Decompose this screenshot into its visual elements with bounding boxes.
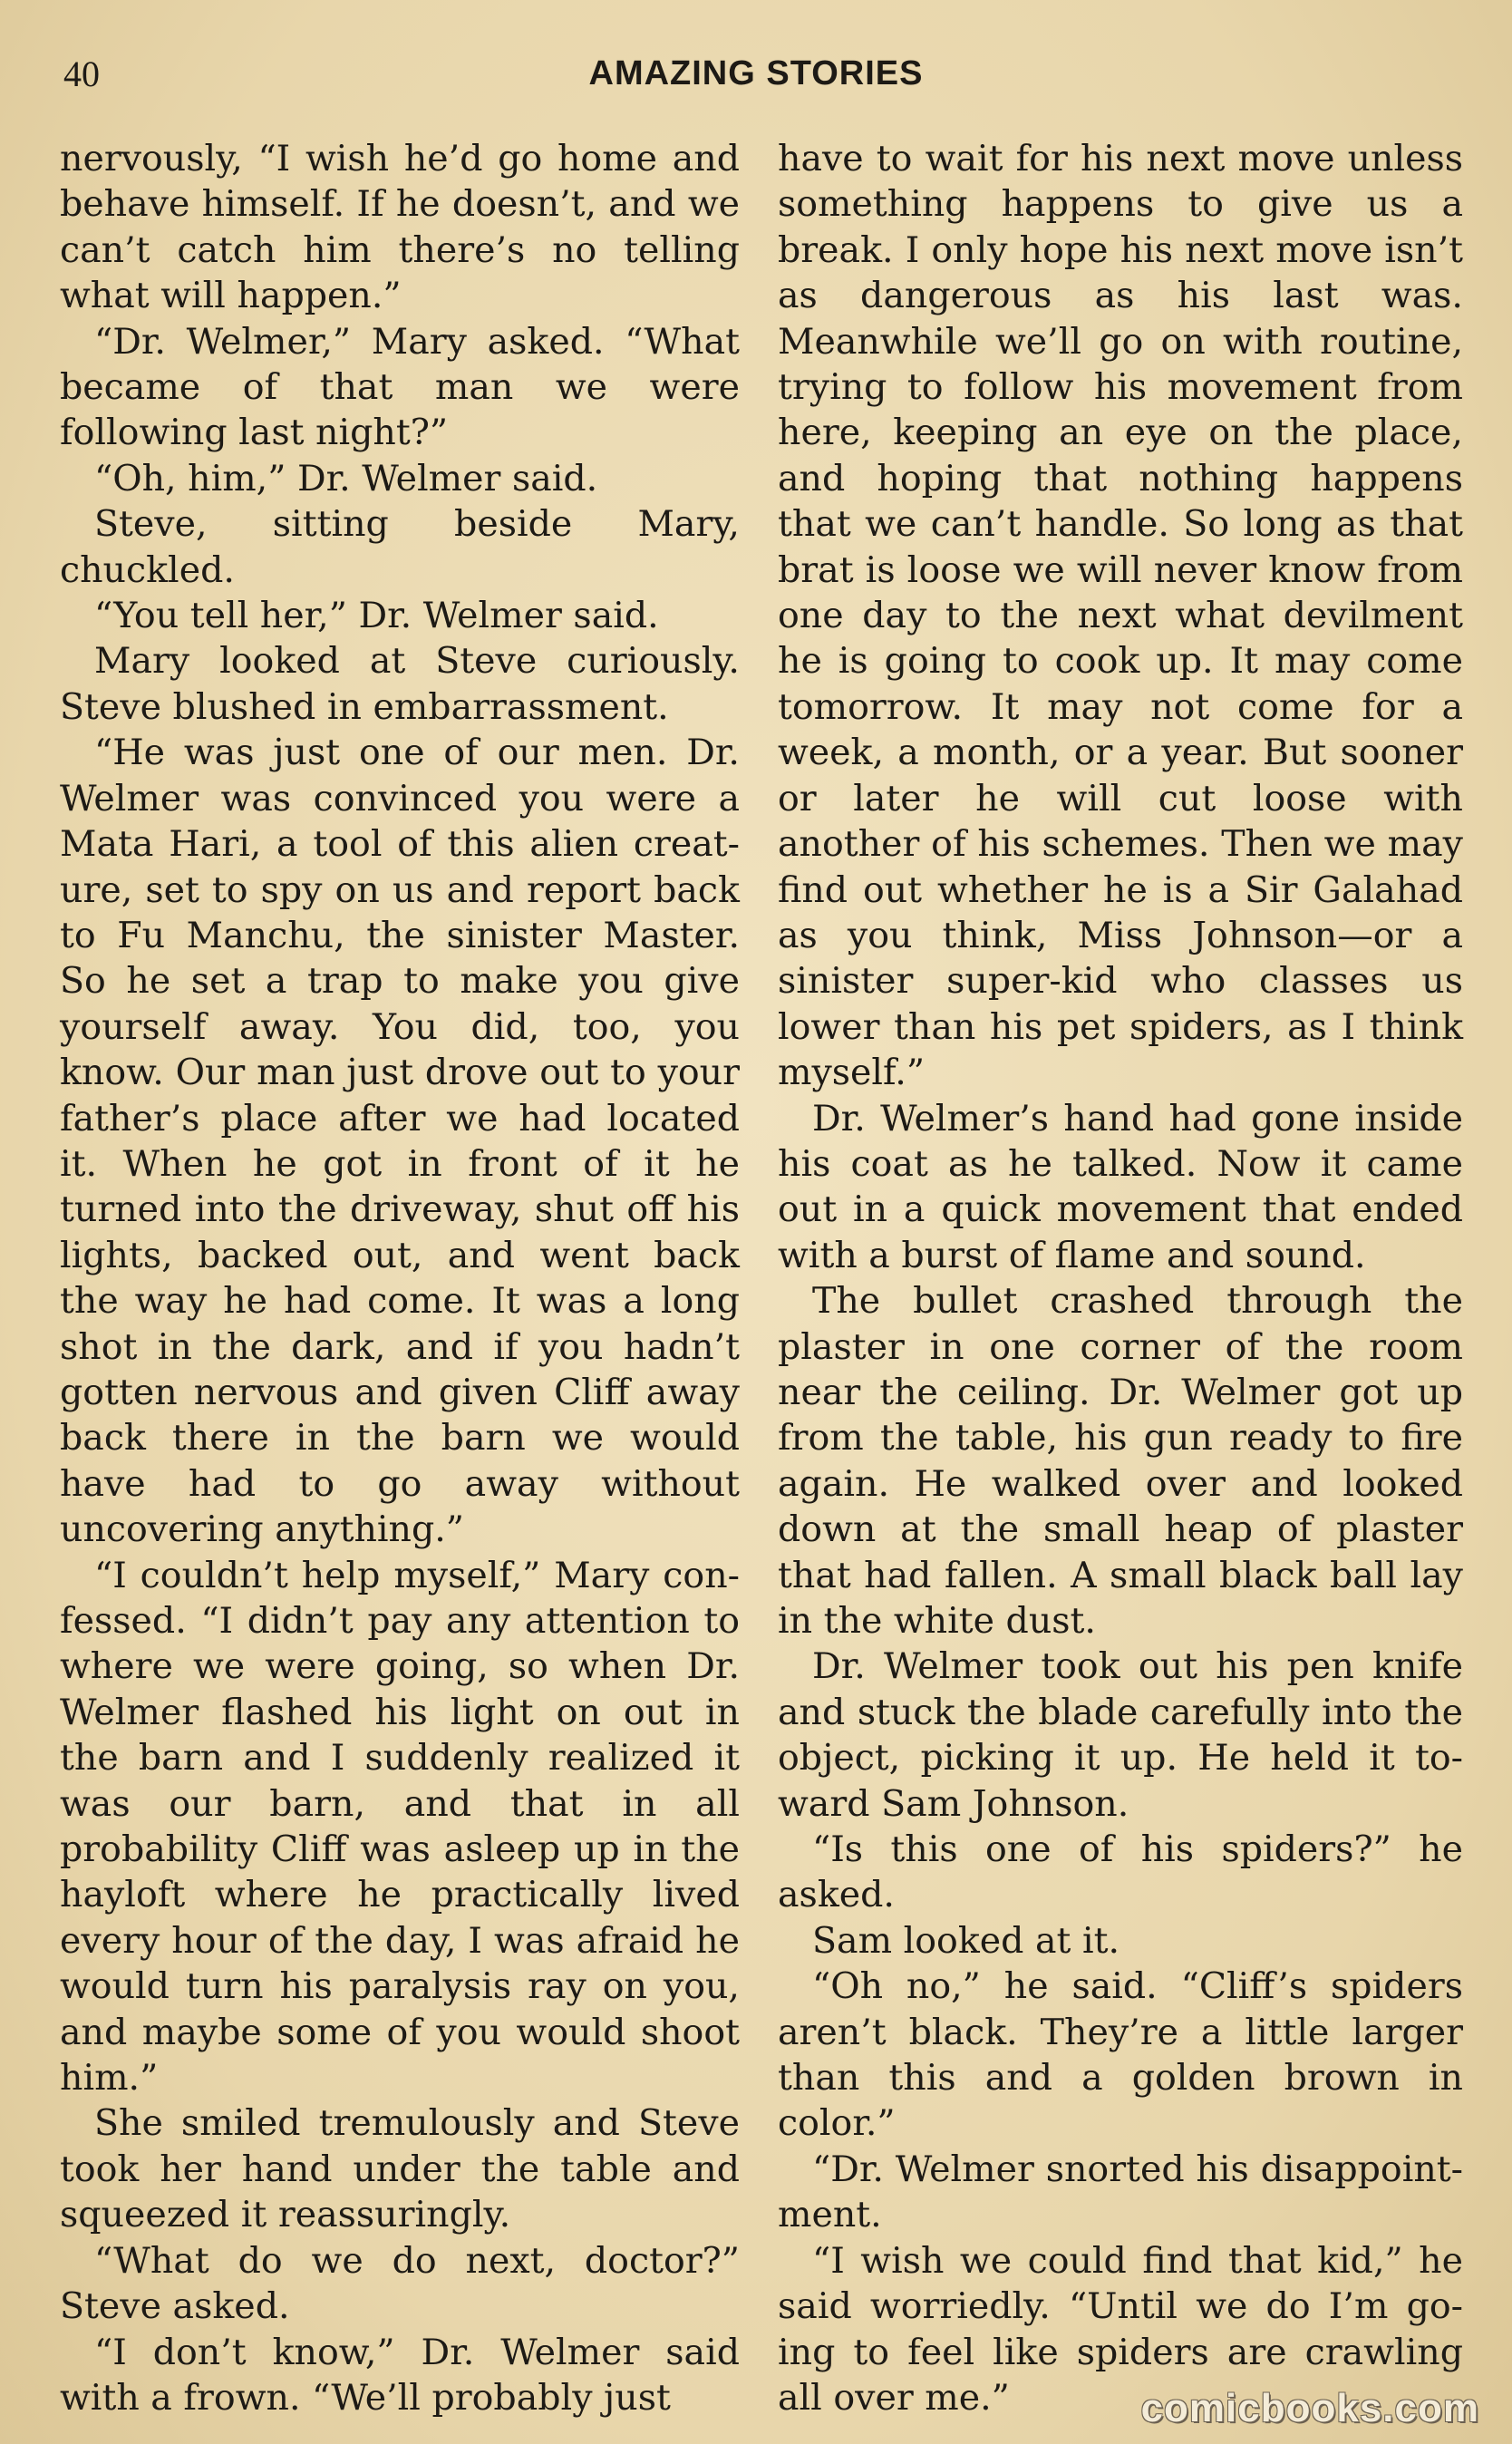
watermark: comicbooks.com bbox=[1140, 2386, 1479, 2430]
paragraph: “I wish we could find that kid,” he said worriedly. “Until we do I’m going to feel like spiders are crawling all over me.” bbox=[778, 2239, 1463, 2419]
paragraph: “Dr. Welmer snorted his disappointment. bbox=[778, 2148, 1463, 2236]
paragraph: She smiled tremulously and Steve took her hand under the table and squeezed it reassuringly. bbox=[60, 2102, 740, 2236]
running-title: AMAZING STORIES bbox=[588, 54, 924, 92]
paragraph: Dr. Welmer’s hand had gone inside his coat as he talked. Now it came out in a quick movement that ended with a burst of flame and sound. bbox=[778, 1097, 1463, 1276]
paragraph: Mary looked at Steve curiously. Steve blushed in embarrassment. bbox=[60, 640, 740, 728]
paragraph: “Oh no,” he said. “Cliff’s spiders aren’t black. They’re a little larger than this and a golden brown in color.” bbox=[778, 1965, 1463, 2145]
paragraph: Dr. Welmer took out his pen knife and stuck the blade carefully into the object, picking it up. He held it toward Sam Johnson. bbox=[778, 1645, 1463, 1825]
page-header bbox=[0, 53, 1512, 103]
paragraph: “Dr. Welmer,” Mary asked. “What became of that man we were following last night?” bbox=[60, 320, 740, 454]
paragraph: “I couldn’t help myself,” Mary confessed. “I didn’t pay any attention to where we were going, so when Dr. Welmer flashed his light on out in the barn and I suddenly realized it was our barn, and that in all probability Cliff was asleep up in the hayloft where he practically lived every hour of the day, I was afraid he would turn his paralysis ray on you, and maybe some of you would shoot him.” bbox=[60, 1554, 740, 2100]
paragraph: have to wait for his next move unless something happens to give us a break. I only hope his next move isn’t as dangerous as his last was. Meanwhile we’ll go on with routine, trying to follow his movement from here, keeping an eye on the place, and hoping that nothing happens that we can’t handle. So long as that brat is loose we will never know from one day to the next what devilment he is going to cook up. It may come tomorrow. It may not come for a week, a month, or a year. But sooner or later he will cut loose with another of his schemes. Then we may find out whether he is a Sir Galahad as you think, Miss Johnson—or a sinister super-kid who classes us lower than his pet spiders, as I think myself.” bbox=[778, 138, 1463, 1094]
paragraph: “He was just one of our men. Dr. Welmer was convinced you were a Mata Hari, a tool of this alien creature, set to spy on us and report back to Fu Manchu, the sinister Master. So he set a trap to make you give yourself away. You did, too, you know. Our man just drove out to your father’s place after we had located it. When he got in front of it he turned into the driveway, shut off his lights, backed out, and went back the way he had come. It was a long shot in the dark, and if you hadn’t gotten nervous and given Cliff away back there in the barn we would have had to go away without uncovering anything.” bbox=[60, 732, 740, 1551]
paragraph: “Is this one of his spiders?” he asked. bbox=[778, 1828, 1463, 1916]
page-number: 40 bbox=[63, 53, 100, 94]
paragraph: Sam looked at it. bbox=[812, 1919, 1120, 1962]
paragraph: “I don’t know,” Dr. Welmer said with a frown. “We’ll probably just bbox=[60, 2331, 740, 2419]
paragraph: “Oh, him,” Dr. Welmer said. bbox=[94, 457, 598, 499]
paragraph: Steve, sitting beside Mary, chuckled. bbox=[60, 503, 740, 591]
paragraph: “What do we do next, doctor?” Steve asked. bbox=[60, 2239, 740, 2328]
paragraph: “You tell her,” Dr. Welmer said. bbox=[94, 595, 659, 637]
paragraph: The bullet crashed through the plaster in one corner of the room near the ceiling. Dr. Welmer got up from the table, his gun ready to fire again. He walked over and looked down at the small heap of plaster that had fallen. A small black ball lay in the white dust. bbox=[778, 1280, 1463, 1642]
paragraph: nervously, “I wish he’d go home and behave himself. If he doesn’t, and we can’t catch him there’s no telling what will happen.” bbox=[60, 138, 740, 317]
left-column bbox=[60, 136, 740, 2420]
right-column bbox=[778, 136, 1463, 2420]
